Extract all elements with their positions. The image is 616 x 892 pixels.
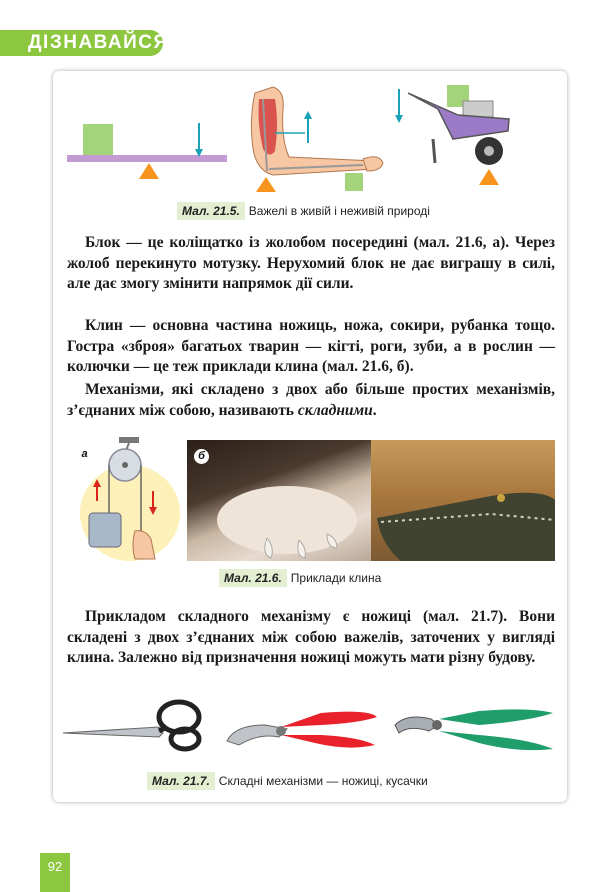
figure-21-7-caption bbox=[147, 774, 428, 788]
figure-21-6-tag: Мал. 21.6. bbox=[219, 569, 287, 587]
paragraph-scissors: Прикладом складного механізму є ножиці (мал. 21.7). Вони складені з двох з’єднаних між собою важелів, заточених у вигляді клина. Залежно від призначення ножиці можуть мати різну будову. bbox=[67, 608, 555, 666]
section-title: ДІЗНАВАЙСЯ bbox=[28, 32, 169, 53]
page-number: 92 bbox=[40, 853, 70, 892]
label-a: а bbox=[81, 448, 88, 460]
crocodile-photo bbox=[371, 440, 555, 561]
lever-illustrations bbox=[63, 79, 557, 195]
seesaw-lever-drawing bbox=[67, 123, 227, 179]
cat-claw-photo bbox=[187, 440, 371, 561]
section-header bbox=[0, 30, 169, 56]
figure-21-7-tag: Мал. 21.7. bbox=[147, 772, 215, 790]
figure-21-5-tag: Мал. 21.5. bbox=[177, 202, 245, 220]
content-card bbox=[53, 71, 567, 802]
side-cutters-drawing bbox=[395, 709, 553, 750]
figure-21-6-text: Приклади клина bbox=[290, 571, 382, 585]
paragraph-wedge-definition: Клин — основна частина ножиць, ножа, сокири, рубанка тощо. Гостра «зброя» багатьох тварин — кігті, роги, зуби, а в рослин — колючки — це теж приклади клина (мал. 21.6, б). bbox=[67, 317, 555, 375]
figure-21-5-text: Важелі в живій і неживій природі bbox=[248, 204, 430, 218]
figure-21-5-caption bbox=[177, 204, 430, 218]
scissors-and-pliers-illustrations bbox=[59, 689, 559, 759]
paragraph-complex-text: Механізми, які складено з двох або більше простих механізмів, з’єднаних між собою, називають bbox=[67, 381, 555, 419]
paragraph-complex-end: . bbox=[372, 401, 377, 419]
wheelbarrow-lever-drawing bbox=[395, 85, 509, 185]
term-complex: складними bbox=[297, 401, 373, 419]
paragraph-complex-mechanisms bbox=[67, 380, 555, 421]
paragraph-block-definition: Блок — це коліщатко із жолобом посередині (мал. 21.6, а). Через жолоб перекинуто мотузку. Нерухомий блок не дає виграшу в силі, але дає змогу змінити напрямок дії сили. bbox=[67, 234, 555, 292]
figure-21-7-text: Складні механізми — ножиці, кусачки bbox=[218, 774, 428, 788]
figure-21-6-caption bbox=[219, 571, 381, 585]
scissors-drawing bbox=[63, 702, 199, 749]
human-arm-lever-drawing bbox=[251, 87, 383, 192]
pruning-shears-drawing bbox=[227, 712, 377, 748]
label-b: б bbox=[194, 449, 209, 464]
